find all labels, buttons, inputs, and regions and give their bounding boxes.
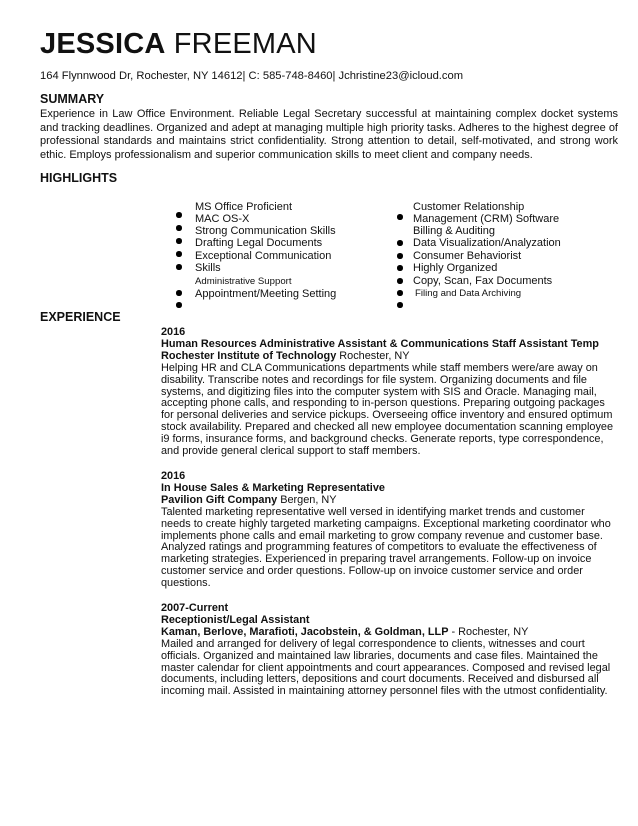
highlight-item: Appointment/Meeting Setting	[195, 288, 337, 300]
section-title-summary: SUMMARY	[40, 92, 105, 106]
highlight-item: Filing and Data Archiving	[415, 288, 522, 299]
job-company-line	[161, 495, 617, 507]
bullet-icon	[397, 302, 403, 308]
job-entry	[161, 327, 617, 458]
job-entry	[161, 471, 617, 590]
section-title-experience: EXPERIENCE	[40, 310, 121, 324]
job-company: Kaman, Berlove, Marafioti, Jacobstein, & Goldman, LLP	[161, 625, 449, 638]
bullet-icon	[176, 302, 182, 308]
job-date: 2016	[161, 470, 186, 482]
highlight-item: Highly Organized	[413, 262, 498, 274]
highlight-item: Administrative Support	[195, 276, 292, 287]
first-name: JESSICA	[40, 28, 166, 60]
bullet-icon	[397, 240, 403, 246]
bullet-icon	[176, 251, 182, 257]
job-company: Rochester Institute of Technology	[161, 349, 337, 362]
job-title: In House Sales & Marketing Representative	[161, 481, 385, 494]
bullet-icon	[176, 212, 182, 218]
summary-text: Experience in Law Office Environment. Reliable Legal Secretary successful at maintaining complex docket systems and tracking deadlines. Organized and adept at managing multiple high priority tasks. Adheres to the highest degree of professional standards and maintains strict confidentiality. Strong attention to detail, self-motivated, and strong work ethic. Employs professionalism and superior communication skills to meet client and company needs.	[40, 108, 618, 161]
highlight-item: Copy, Scan, Fax Documents	[413, 275, 553, 287]
section-title-highlights: HIGHLIGHTS	[40, 171, 118, 185]
bullet-icon	[397, 265, 403, 271]
job-description: Talented marketing representative well versed in identifying market trends and customer needs to create highly targeted marketing campaigns. Exceptional marketing coordinator who implements phone calls and email marketing to grow company revenue and customer base. Analyzed ratings and programming features of competitors to evaluate the effectiveness of marketing strategies. Experienced in preparing travel arrangements. Follow-up on invoice customer service and order questions. Follow-up on invoice customer service and order questions.	[161, 505, 611, 590]
resume-name	[40, 28, 317, 61]
bullet-icon	[397, 290, 403, 296]
job-entry	[161, 603, 617, 698]
highlight-item: Drafting Legal Documents	[195, 237, 323, 249]
job-location: Bergen, NY	[277, 493, 337, 506]
bullet-icon	[397, 214, 403, 220]
highlight-item: Data Visualization/Analyzation	[413, 237, 561, 249]
bullet-icon	[176, 264, 182, 270]
bullet-icon	[397, 253, 403, 259]
highlight-item: MS Office Proficient	[195, 201, 292, 213]
highlight-item: Management (CRM) Software	[413, 213, 560, 225]
job-description: Helping HR and CLA Communications departments while staff members were/are away on disability. Transcribe notes and recordings for file system. Organizing documents and file systems, and digitizing files into the computer system with SIS and Oracle. Managing mail, accepting phone calls, and responding to in-person questions. Preparing outgoing packages for personal deliveries and service pickups. Overseeing office inventory and ensured optimum stock availability. Prepared and checked all new employee documentation scanning employee i9 forms, insurance forms, and background checks. Generate reports, type correspondence, and provide general clerical support to staff members.	[161, 361, 614, 458]
highlight-item: Exceptional Communication	[195, 250, 332, 262]
bullet-icon	[176, 290, 182, 296]
bullet-icon	[176, 225, 182, 231]
bullet-icon	[176, 238, 182, 244]
job-date: 2007-Current	[161, 602, 229, 614]
job-title: Human Resources Administrative Assistant & Communications Staff Assistant Temp	[161, 337, 599, 350]
job-company-line	[161, 351, 617, 363]
highlight-item: Consumer Behaviorist	[413, 250, 522, 262]
highlight-item: Skills	[195, 262, 221, 274]
highlight-item: Billing & Auditing	[413, 225, 495, 237]
bullet-icon	[397, 278, 403, 284]
job-company-line	[161, 627, 617, 639]
highlight-item: Strong Communication Skills	[195, 225, 336, 237]
job-description: Mailed and arranged for delivery of legal correspondence to clients, witnesses and court officials. Organized and maintained law libraries, documents and case files. Maintained the master calendar for client appointments and court appearances. Composed and revised legal documents, including letters, depositions and court documents. Received and disbursed all incoming mail. Assisted in maintaining attorney personnel files with the utmost confidentiality.	[161, 637, 611, 698]
job-location: - Rochester, NY	[448, 625, 529, 638]
last-name: FREEMAN	[173, 28, 317, 60]
job-company: Pavilion Gift Company	[161, 493, 278, 506]
job-date: 2016	[161, 326, 186, 338]
highlight-item: MAC OS-X	[195, 213, 250, 225]
job-title: Receptionist/Legal Assistant	[161, 613, 310, 626]
highlight-item: Customer Relationship	[413, 201, 525, 213]
job-location: Rochester, NY	[336, 349, 410, 362]
contact-info: 164 Flynnwood Dr, Rochester, NY 14612| C: 585-748-8460| Jchristine23@icloud.com	[40, 70, 464, 82]
